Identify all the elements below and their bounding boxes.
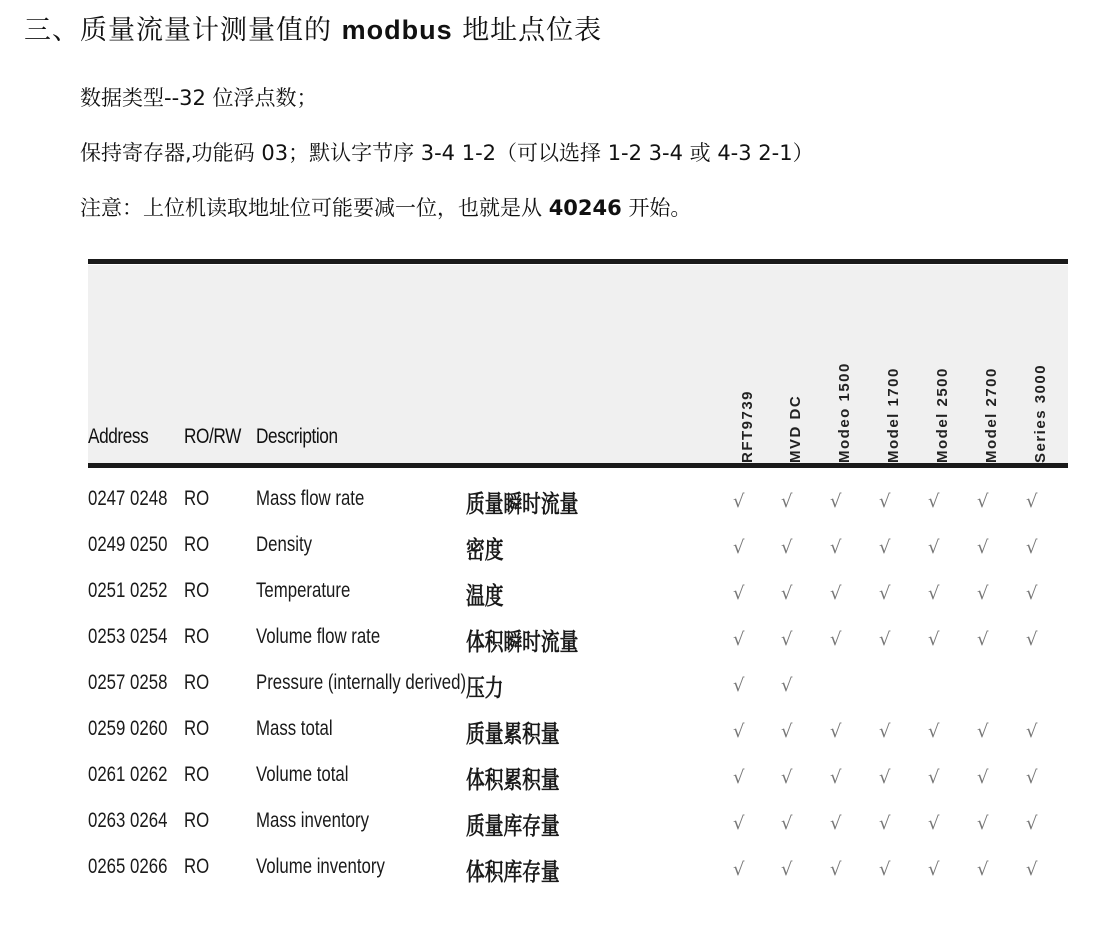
model-header-label: RFT9739 — [739, 389, 756, 463]
support-check: √ — [928, 813, 940, 834]
support-check: √ — [1026, 859, 1038, 880]
rorw-cell: RO — [184, 809, 210, 832]
rorw-cell: RO — [184, 625, 210, 648]
table-row — [88, 757, 1068, 803]
address-cell: 0263 0264 — [88, 809, 168, 832]
register-line: 保持寄存器,功能码 03；默认字节序 3-4 1-2（可以选择 1-2 3-4 或 4-3 2-1） — [80, 141, 814, 165]
support-check: √ — [928, 767, 940, 788]
model-header-label: Model 2700 — [983, 367, 1000, 463]
support-check: √ — [928, 583, 940, 604]
address-cell: 0249 0250 — [88, 533, 168, 556]
table-row — [88, 665, 1068, 711]
support-check: √ — [733, 859, 745, 880]
model-header-label: Series 3000 — [1032, 363, 1049, 463]
support-check: √ — [781, 491, 793, 512]
support-check: √ — [781, 767, 793, 788]
header-address: Address — [88, 425, 149, 448]
heading-suffix: 地址点位表 — [462, 15, 603, 46]
rorw-cell: RO — [184, 763, 210, 786]
support-check: √ — [733, 537, 745, 558]
support-check: √ — [830, 491, 842, 512]
support-check: √ — [781, 813, 793, 834]
support-check: √ — [977, 721, 989, 742]
support-check: √ — [1026, 629, 1038, 650]
support-check: √ — [781, 721, 793, 742]
data-type-line: 数据类型--32 位浮点数； — [80, 86, 318, 110]
address-cell: 0265 0266 — [88, 855, 168, 878]
chinese-description-cell: 压力 — [466, 674, 504, 702]
chinese-description-cell: 质量累积量 — [466, 720, 560, 748]
chinese-description-cell: 温度 — [466, 582, 504, 610]
chinese-description-cell: 质量瞬时流量 — [466, 490, 579, 518]
chinese-description-cell: 体积瞬时流量 — [466, 628, 579, 656]
support-check: √ — [830, 537, 842, 558]
description-cell: Temperature — [256, 579, 351, 602]
description-cell: Volume flow rate — [256, 625, 381, 648]
rorw-cell: RO — [184, 671, 210, 694]
support-check: √ — [781, 675, 793, 696]
support-check: √ — [733, 675, 745, 696]
table-top-rule — [88, 259, 1068, 264]
note-address: 40246 — [548, 196, 622, 220]
table-row — [88, 803, 1068, 849]
support-check: √ — [781, 859, 793, 880]
table-row — [88, 527, 1068, 573]
address-cell: 0257 0258 — [88, 671, 168, 694]
table-row — [88, 573, 1068, 619]
model-header-label: MVD DC — [787, 394, 804, 463]
support-check: √ — [977, 767, 989, 788]
description-cell: Pressure (internally derived) — [256, 671, 467, 694]
section-heading — [24, 8, 602, 47]
header-description: Description — [256, 425, 338, 448]
support-check: √ — [977, 859, 989, 880]
chinese-description-cell: 体积库存量 — [466, 858, 560, 886]
table-header-rule — [88, 463, 1068, 468]
model-header-label: Model 1700 — [885, 367, 902, 463]
support-check: √ — [1026, 721, 1038, 742]
support-check: √ — [879, 813, 891, 834]
rorw-cell: RO — [184, 855, 210, 878]
support-check: √ — [928, 859, 940, 880]
table-row — [88, 481, 1068, 527]
rorw-cell: RO — [184, 487, 210, 510]
support-check: √ — [879, 859, 891, 880]
support-check: √ — [1026, 537, 1038, 558]
chinese-description-cell: 质量库存量 — [466, 812, 560, 840]
support-check: √ — [830, 629, 842, 650]
support-check: √ — [928, 491, 940, 512]
address-cell: 0247 0248 — [88, 487, 168, 510]
support-check: √ — [879, 491, 891, 512]
support-check: √ — [781, 583, 793, 604]
rorw-cell: RO — [184, 579, 210, 602]
description-cell: Volume total — [256, 763, 349, 786]
model-header-label: Model 2500 — [934, 367, 951, 463]
support-check: √ — [977, 537, 989, 558]
support-check: √ — [781, 629, 793, 650]
description-cell: Mass flow rate — [256, 487, 365, 510]
support-check: √ — [879, 721, 891, 742]
rorw-cell: RO — [184, 717, 210, 740]
note-prefix: 注意：上位机读取地址位可能要减一位，也就是从 — [80, 196, 542, 220]
chinese-description-cell: 密度 — [466, 536, 504, 564]
support-check: √ — [733, 721, 745, 742]
support-check: √ — [928, 629, 940, 650]
note-line — [80, 192, 691, 222]
support-check: √ — [879, 767, 891, 788]
modbus-address-table — [88, 259, 1068, 899]
support-check: √ — [977, 629, 989, 650]
support-check: √ — [830, 721, 842, 742]
support-check: √ — [830, 767, 842, 788]
support-check: √ — [879, 629, 891, 650]
support-check: √ — [1026, 767, 1038, 788]
description-cell: Density — [256, 533, 313, 556]
support-check: √ — [977, 491, 989, 512]
support-check: √ — [830, 813, 842, 834]
support-check: √ — [733, 583, 745, 604]
header-rorw: RO/RW — [184, 425, 241, 448]
support-check: √ — [1026, 491, 1038, 512]
support-check: √ — [733, 491, 745, 512]
support-check: √ — [879, 583, 891, 604]
support-check: √ — [1026, 813, 1038, 834]
table-row — [88, 711, 1068, 757]
support-check: √ — [781, 537, 793, 558]
description-cell: Mass total — [256, 717, 333, 740]
chinese-description-cell: 体积累积量 — [466, 766, 560, 794]
support-check: √ — [733, 767, 745, 788]
support-check: √ — [1026, 583, 1038, 604]
support-check: √ — [733, 629, 745, 650]
support-check: √ — [977, 813, 989, 834]
address-cell: 0261 0262 — [88, 763, 168, 786]
support-check: √ — [977, 583, 989, 604]
address-cell: 0259 0260 — [88, 717, 168, 740]
address-cell: 0253 0254 — [88, 625, 168, 648]
support-check: √ — [733, 813, 745, 834]
support-check: √ — [830, 583, 842, 604]
description-cell: Mass inventory — [256, 809, 369, 832]
support-check: √ — [879, 537, 891, 558]
heading-prefix: 三、质量流量计测量值的 — [24, 15, 332, 46]
heading-keyword: modbus — [341, 15, 453, 45]
address-cell: 0251 0252 — [88, 579, 168, 602]
rorw-cell: RO — [184, 533, 210, 556]
model-header-label: Modeo 1500 — [836, 362, 853, 463]
support-check: √ — [928, 537, 940, 558]
table-row — [88, 849, 1068, 895]
support-check: √ — [928, 721, 940, 742]
support-check: √ — [830, 859, 842, 880]
description-cell: Volume inventory — [256, 855, 385, 878]
note-suffix: 开始。 — [628, 196, 692, 220]
table-row — [88, 619, 1068, 665]
